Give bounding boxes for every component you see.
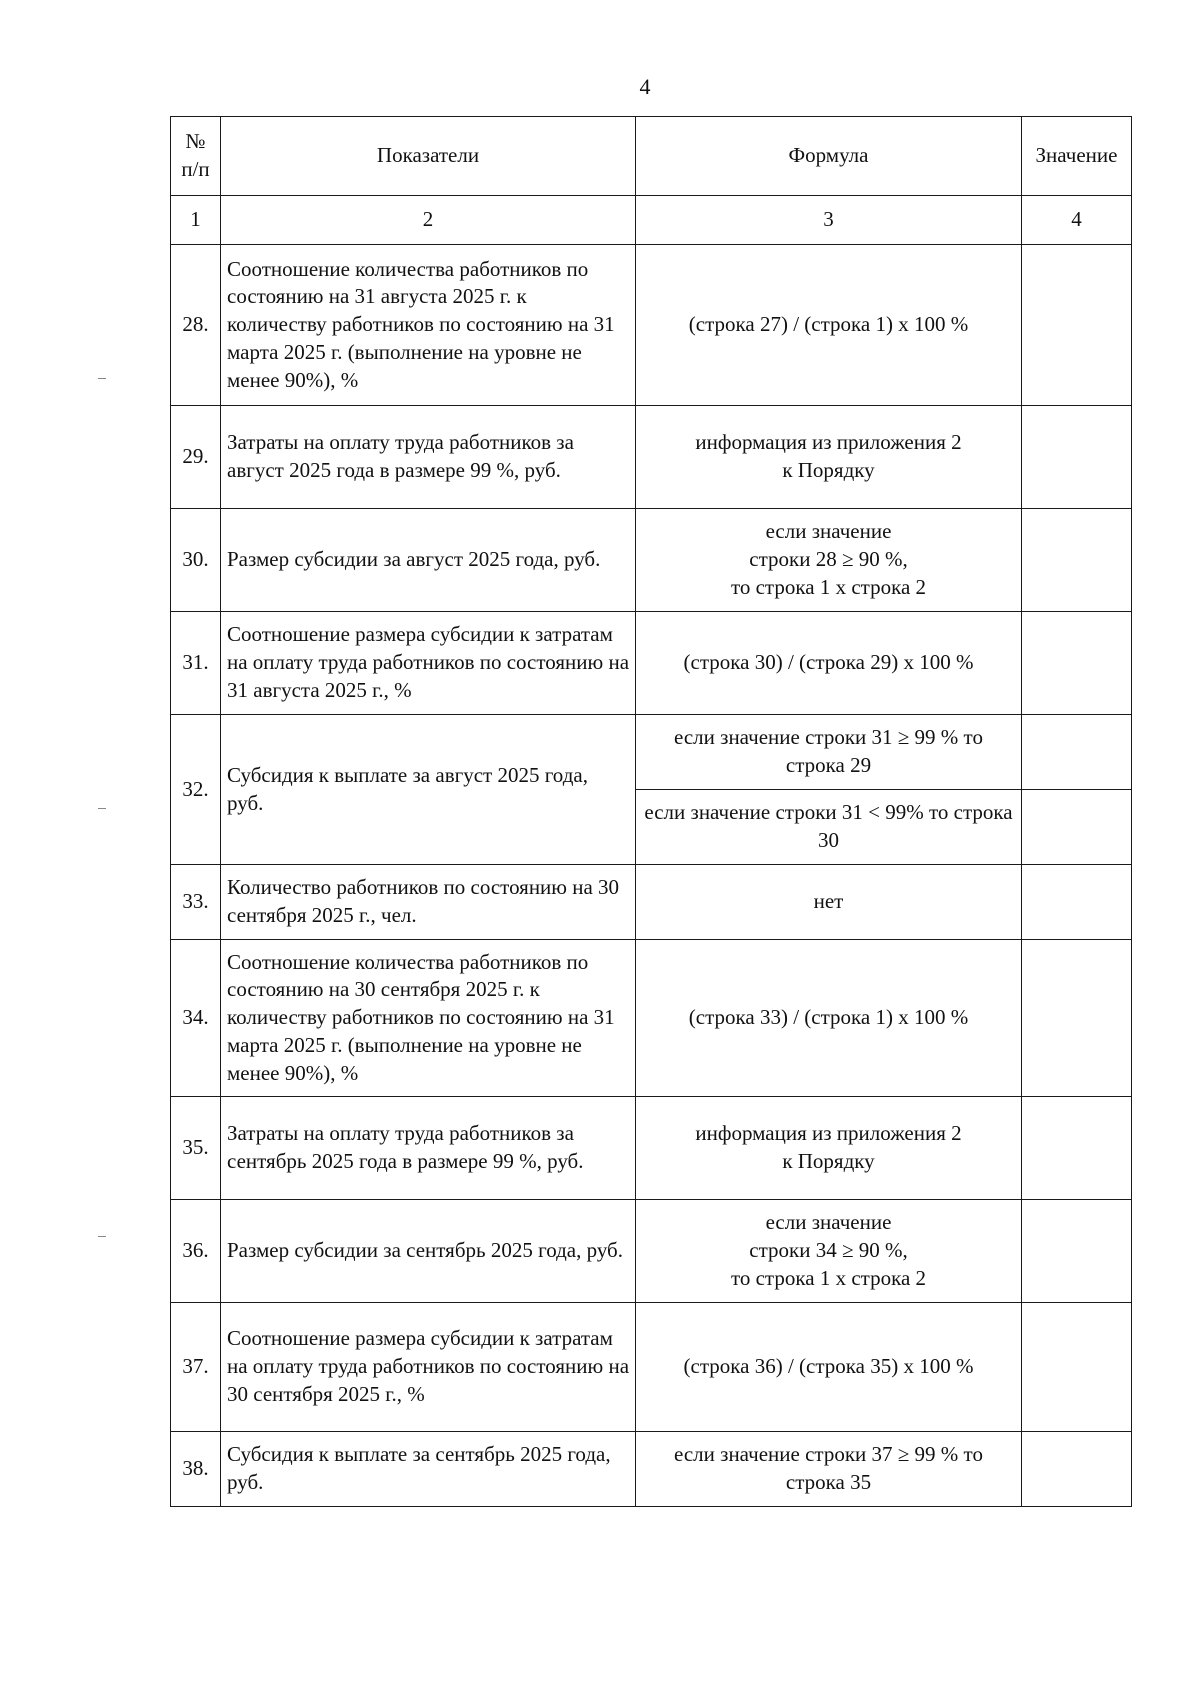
row-indicator: Количество работников по состоянию на 30 сентября 2025 г., чел. — [221, 865, 636, 940]
header-formula: Формула — [636, 117, 1022, 196]
margin-mark — [98, 808, 106, 809]
row-formula: (строка 33) / (строка 1) х 100 % — [636, 940, 1022, 1097]
row-number: 31. — [171, 612, 221, 715]
header-num: № п/п — [171, 117, 221, 196]
row-formula: (строка 27) / (строка 1) х 100 % — [636, 245, 1022, 406]
header-indicator: Показатели — [221, 117, 636, 196]
row-number: 30. — [171, 509, 221, 612]
table-row — [171, 715, 1132, 790]
row-value — [1022, 1097, 1132, 1200]
row-value — [1022, 940, 1132, 1097]
column-number: 1 — [171, 196, 221, 245]
row-indicator: Субсидия к выплате за август 2025 года, руб. — [221, 715, 636, 865]
table-row — [171, 1200, 1132, 1303]
row-indicator: Соотношение количества работников по состоянию на 31 августа 2025 г. к количеству работников по состоянию на 31 марта 2025 г. (выполнение на уровне не менее 90%), % — [221, 245, 636, 406]
table-header-row — [171, 117, 1132, 196]
row-indicator: Соотношение количества работников по состоянию на 30 сентября 2025 г. к количеству работников по состоянию на 31 марта 2025 г. (выполнение на уровне не менее 90%), % — [221, 940, 636, 1097]
row-indicator: Затраты на оплату труда работников за август 2025 года в размере 99 %, руб. — [221, 406, 636, 509]
row-indicator: Соотношение размера субсидии к затратам на оплату труда работников по состоянию на 31 августа 2025 г., % — [221, 612, 636, 715]
row-formula: (строка 36) / (строка 35) х 100 % — [636, 1303, 1022, 1432]
row-indicator: Субсидия к выплате за сентябрь 2025 года, руб. — [221, 1432, 636, 1507]
column-number: 3 — [636, 196, 1022, 245]
column-number: 2 — [221, 196, 636, 245]
table-row — [171, 1303, 1132, 1432]
indicators-table — [170, 116, 1132, 1507]
row-indicator: Затраты на оплату труда работников за сентябрь 2025 года в размере 99 %, руб. — [221, 1097, 636, 1200]
row-indicator: Соотношение размера субсидии к затратам на оплату труда работников по состоянию на 30 сентября 2025 г., % — [221, 1303, 636, 1432]
row-formula: информация из приложения 2 к Порядку — [636, 1097, 1022, 1200]
row-number: 33. — [171, 865, 221, 940]
page-number: 4 — [639, 74, 651, 99]
row-number: 32. — [171, 715, 221, 865]
row-value — [1022, 509, 1132, 612]
row-formula: (строка 30) / (строка 29) х 100 % — [636, 612, 1022, 715]
margin-mark — [98, 378, 106, 379]
row-number: 29. — [171, 406, 221, 509]
row-number: 28. — [171, 245, 221, 406]
row-value — [1022, 406, 1132, 509]
row-number: 34. — [171, 940, 221, 1097]
margin-mark — [98, 1236, 106, 1237]
table-row — [171, 865, 1132, 940]
row-number: 36. — [171, 1200, 221, 1303]
row-formula: если значение строки 37 ≥ 99 % то строка 35 — [636, 1432, 1022, 1507]
row-value — [1022, 1200, 1132, 1303]
row-formula: информация из приложения 2 к Порядку — [636, 406, 1022, 509]
row-formula: если значение строки 31 < 99% то строка 30 — [636, 790, 1022, 865]
table-row — [171, 1432, 1132, 1507]
row-number: 35. — [171, 1097, 221, 1200]
row-value — [1022, 865, 1132, 940]
table-row — [171, 612, 1132, 715]
table-row — [171, 245, 1132, 406]
row-number: 37. — [171, 1303, 221, 1432]
table-row — [171, 509, 1132, 612]
row-formula: если значение строки 31 ≥ 99 % то строка 29 — [636, 715, 1022, 790]
column-number-row — [171, 196, 1132, 245]
row-value — [1022, 245, 1132, 406]
row-formula: если значение строки 28 ≥ 90 %, то строка 1 х строка 2 — [636, 509, 1022, 612]
row-value — [1022, 1303, 1132, 1432]
row-value — [1022, 612, 1132, 715]
row-formula: если значение строки 34 ≥ 90 %, то строка 1 х строка 2 — [636, 1200, 1022, 1303]
table-row — [171, 406, 1132, 509]
row-number: 38. — [171, 1432, 221, 1507]
row-formula: нет — [636, 865, 1022, 940]
row-indicator: Размер субсидии за август 2025 года, руб. — [221, 509, 636, 612]
column-number: 4 — [1022, 196, 1132, 245]
table-row — [171, 940, 1132, 1097]
row-value — [1022, 790, 1132, 865]
row-value — [1022, 1432, 1132, 1507]
row-indicator: Размер субсидии за сентябрь 2025 года, руб. — [221, 1200, 636, 1303]
header-value: Значение — [1022, 117, 1132, 196]
table-row — [171, 1097, 1132, 1200]
row-value — [1022, 715, 1132, 790]
